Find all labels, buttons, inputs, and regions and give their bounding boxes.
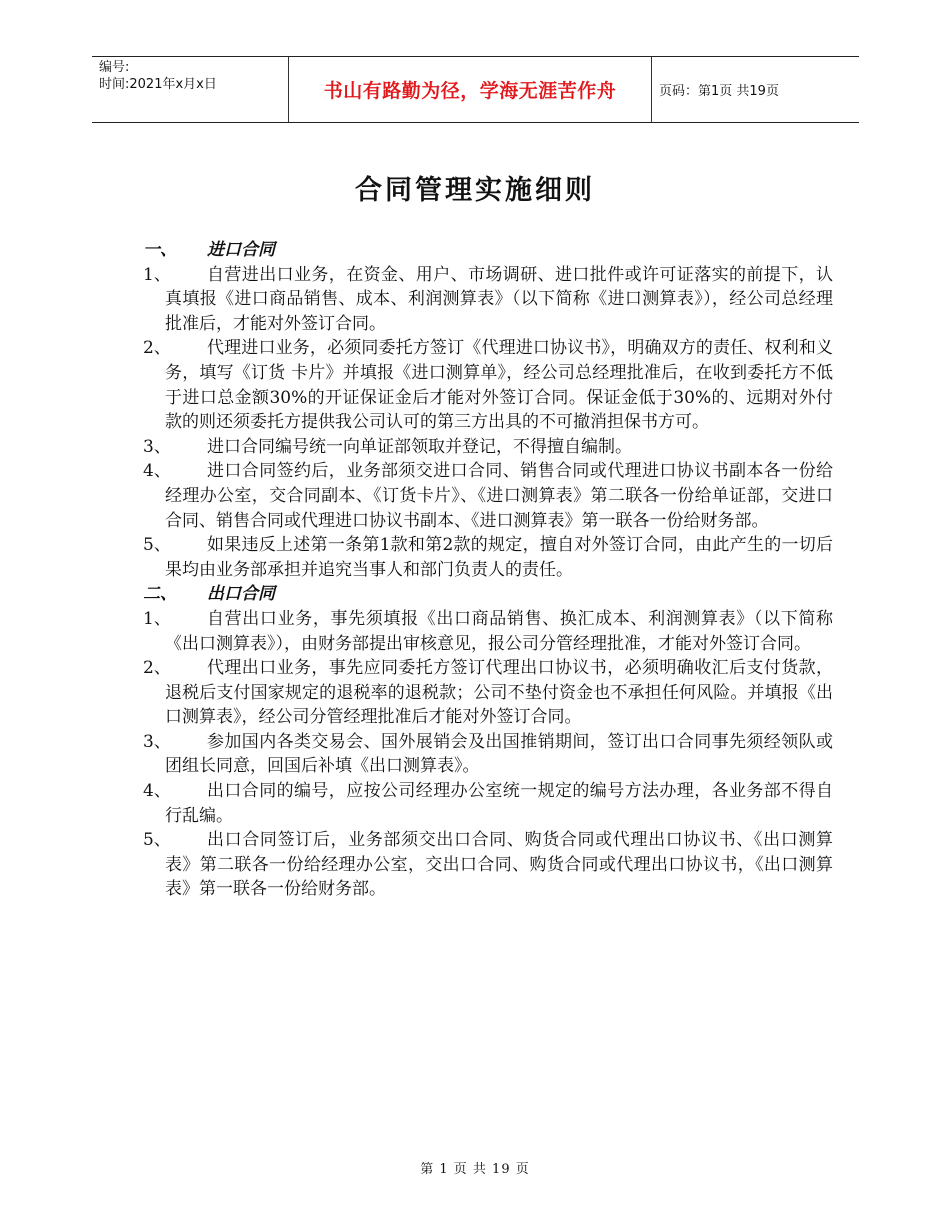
list-item [143, 656, 833, 730]
item-text: 代理进口业务，必须同委托方签订《代理进口协议书》，明确双方的责任、权利和义务，填写《订货 卡片》并填报《进口测算单》，经公司总经理批准后，在收到委托方不低于进口总金额30%的开证保证金后才能对外签订合同。保证金低于30%的、远期对外付款的则还须委托方提供我公司认可的第三方出具的不可撤消担保书方可。 [165, 338, 833, 433]
item-number: 3、 [143, 731, 171, 752]
doc-time-label: 时间:2021年x月x日 [99, 77, 217, 92]
header-meta [92, 57, 288, 122]
list-item [143, 533, 833, 582]
item-number: 2、 [143, 658, 171, 679]
item-text: 进口合同签约后，业务部须交进口合同、销售合同或代理进口协议书副本各一份给经理办公室，交合同副本、《订货卡片》、《进口测算表》第二联各一份给单证部，交进口合同、销售合同或代理进口协议书副本、《进口测算表》第一联各一份给财务部。 [165, 461, 833, 531]
section-heading [143, 238, 833, 263]
item-number: 2、 [143, 338, 171, 359]
section-title: 进口合同 [207, 240, 275, 260]
list-item [143, 730, 833, 779]
list-item [143, 336, 833, 434]
item-number: 3、 [143, 436, 171, 457]
item-number: 4、 [143, 781, 171, 802]
header-bottom-rule [92, 122, 859, 123]
section-title: 出口合同 [207, 584, 275, 605]
section-export [143, 582, 833, 902]
item-text: 进口合同编号统一向单证部领取并登记，不得擅自编制。 [207, 436, 632, 457]
item-text: 出口合同的编号，应按公司经理办公室统一规定的编号方法办理，各业务部不得自行乱编。 [165, 781, 833, 826]
item-text: 代理出口业务，事先应同委托方签订代理出口协议书，必须明确收汇后支付货款，退税后支付国家规定的退税率的退税款；公司不垫付资金也不承担任何风险。并填报《出口测算表》，经公司分管经理批准后才能对外签订合同。 [165, 658, 833, 728]
section-number: 一、 [143, 240, 177, 260]
item-text: 出口合同签订后，业务部须交出口合同、购货合同或代理出口协议书、《出口测算表》第二联各一份给经理办公室，交出口合同、购货合同或代理出口协议书，《出口测算表》第一联各一份给财务部。 [165, 830, 833, 900]
item-text: 自营进出口业务，在资金、用户、市场调研、进口批件或许可证落实的前提下，认真填报《进口商品销售、成本、利润测算表》（以下简称《进口测算表》），经公司总经理批准后，才能对外签订合同。 [165, 264, 833, 334]
page-footer: 第 1 页 共 19 页 [420, 1162, 530, 1177]
item-number: 4、 [143, 461, 171, 482]
header-motto: 书山有路勤为径，学海无涯苦作舟 [323, 80, 617, 102]
item-text: 参加国内各类交易会、国外展销会及出国推销期间，签订出口合同事先须经领队或团组长同意，回国后补填《出口测算表》。 [165, 731, 833, 777]
item-number: 5、 [143, 830, 171, 851]
list-item [143, 607, 833, 656]
item-number: 1、 [143, 264, 171, 285]
header-page-info: 页码：第1页 共19页 [659, 84, 779, 99]
header-motto-cell [288, 57, 652, 122]
item-number: 5、 [143, 535, 171, 556]
list-item [143, 828, 833, 902]
document-title: 合同管理实施细则 [355, 175, 595, 206]
list-item [143, 779, 833, 828]
section-number: 二、 [143, 584, 177, 605]
list-item [143, 263, 833, 337]
item-text: 自营出口业务，事先须填报《出口商品销售、换汇成本、利润测算表》（以下简称《出口测算表》），由财务部提出审核意见，报公司分管经理批准，才能对外签订合同。 [165, 608, 833, 654]
list-item [143, 435, 833, 460]
item-number: 1、 [143, 608, 171, 629]
section-import [143, 238, 833, 582]
doc-code-label: 编号: [99, 60, 130, 75]
section-heading [143, 582, 833, 607]
item-text: 如果违反上述第一条第1款和第2款的规定，擅自对外签订合同，由此产生的一切后果均由业务部承担并追究当事人和部门负责人的责任。 [165, 535, 833, 580]
document-body [143, 238, 833, 902]
list-item [143, 459, 833, 533]
